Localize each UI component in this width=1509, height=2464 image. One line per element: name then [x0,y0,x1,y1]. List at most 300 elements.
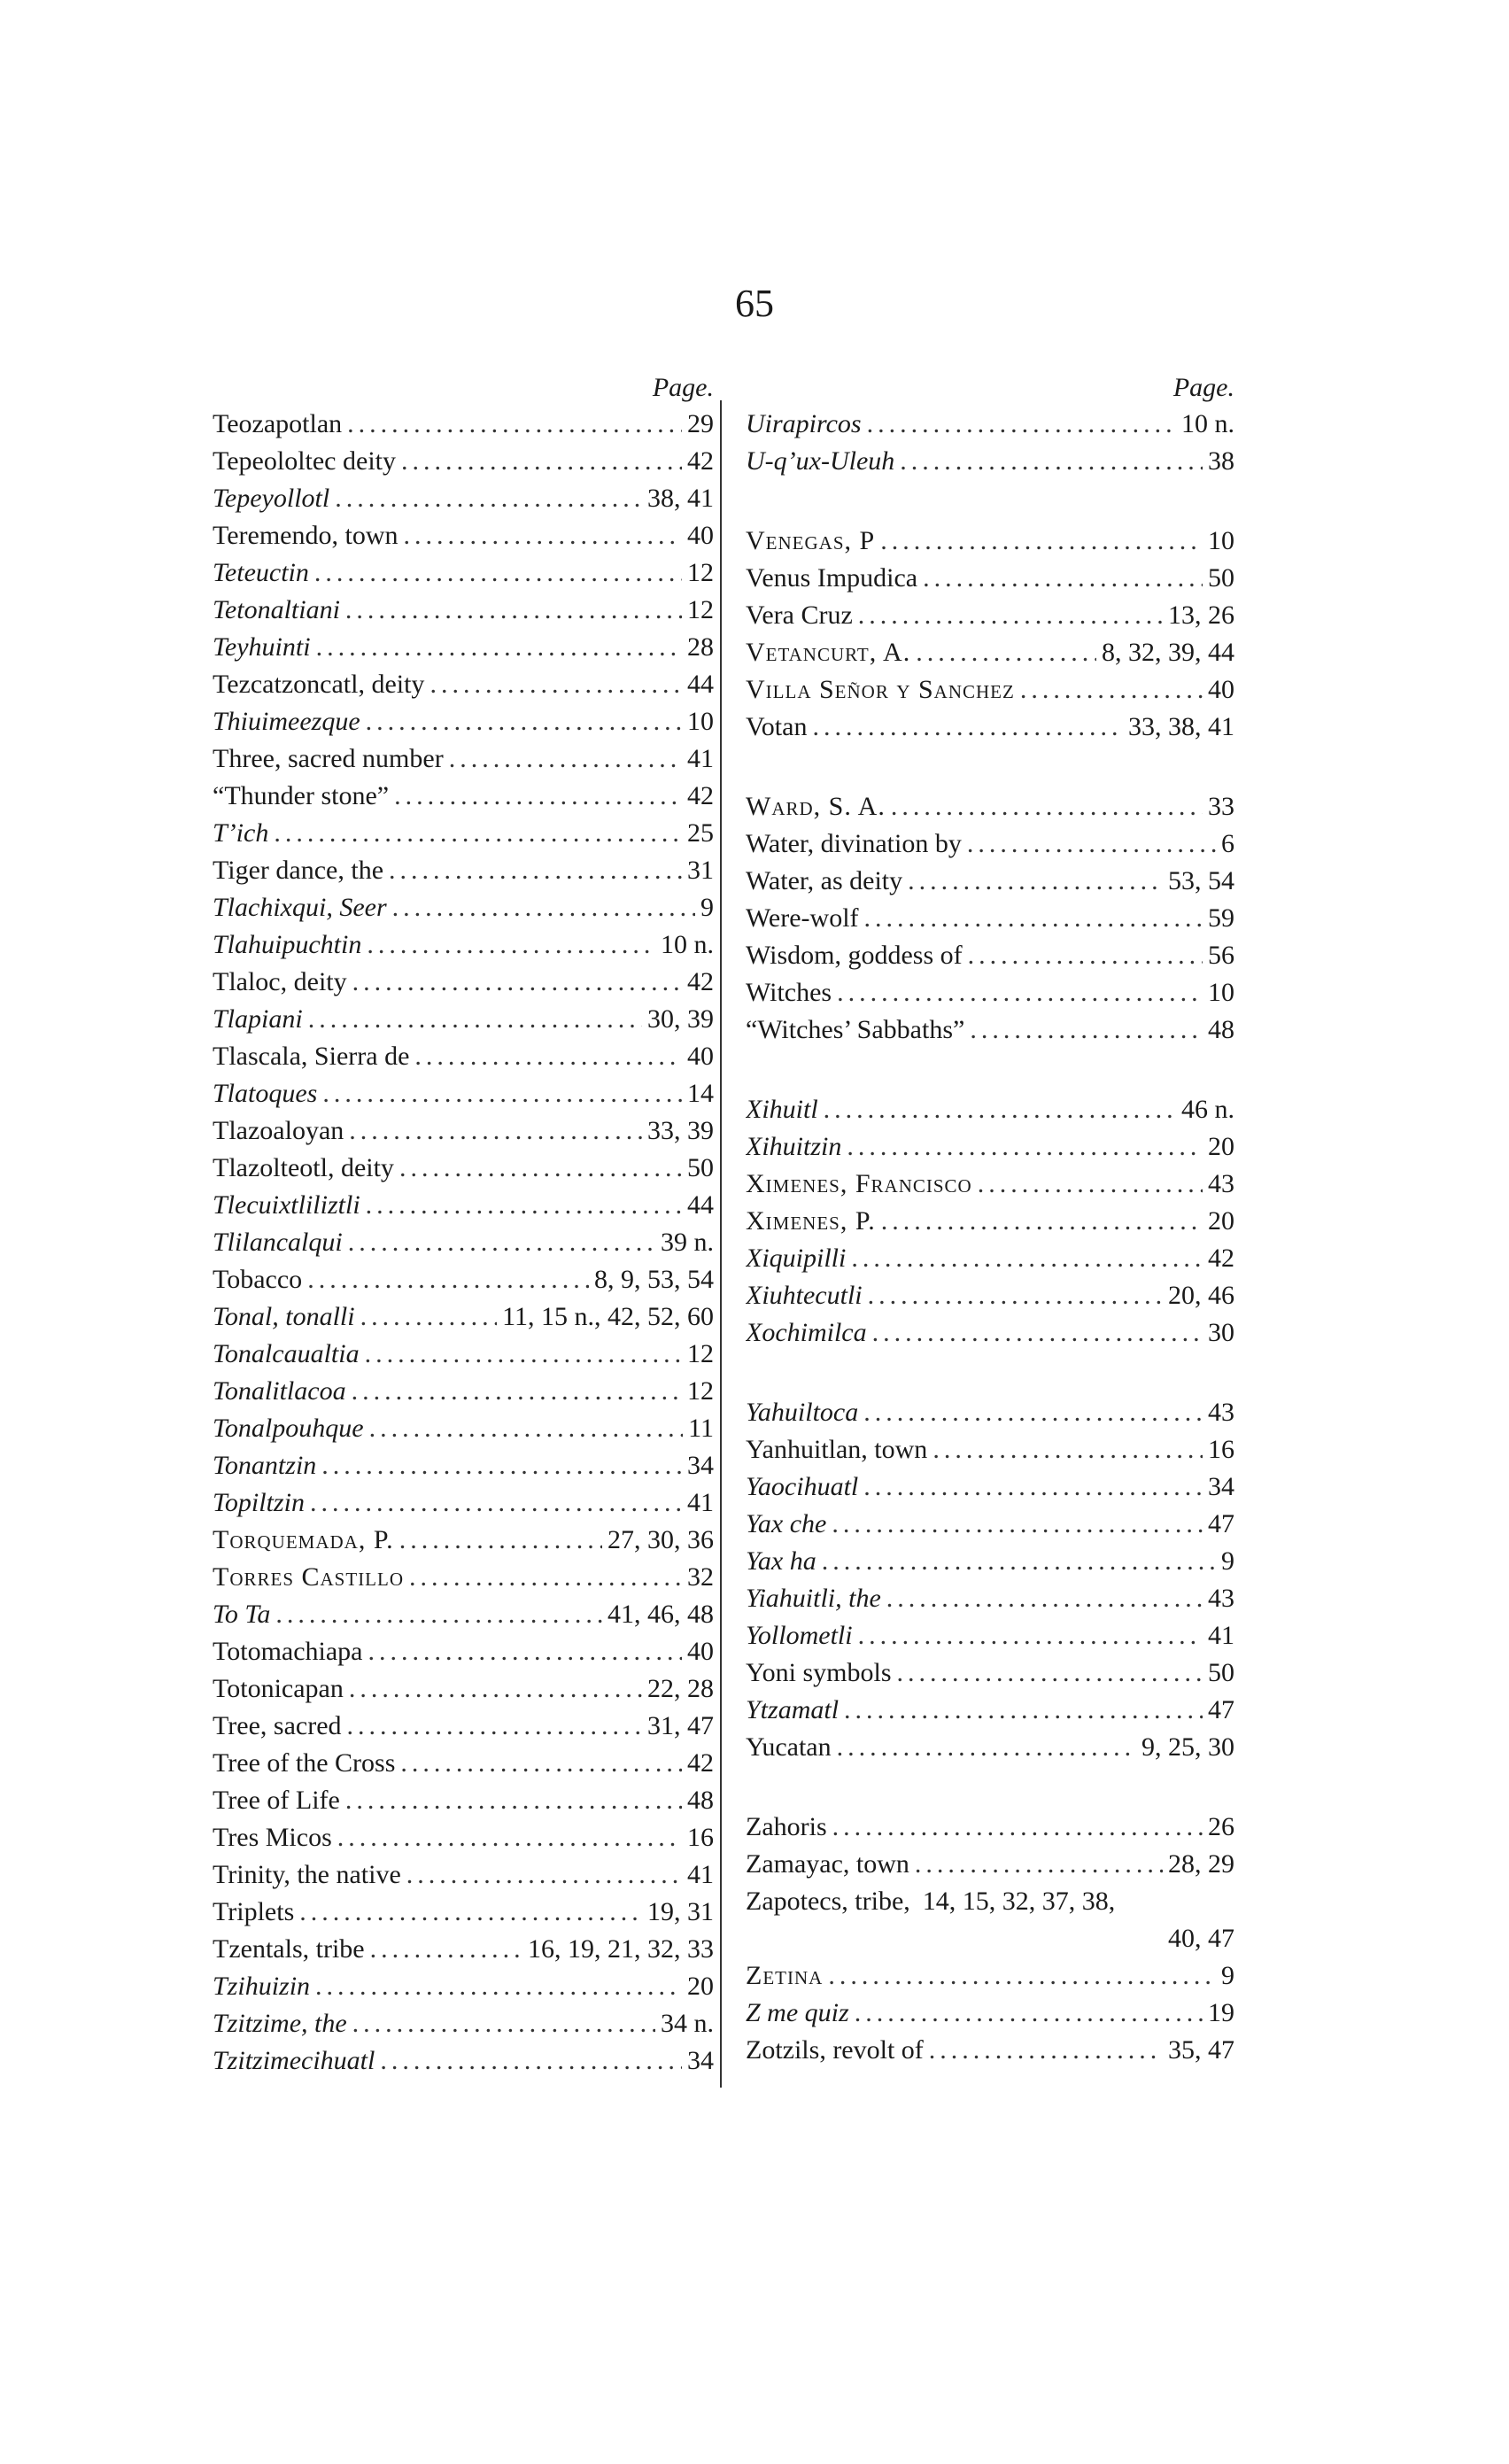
index-entry [213,1261,714,1298]
dot-leader [812,709,1123,746]
entry-pages: 41 [687,744,714,773]
entry-pages: 20 [1208,1206,1234,1236]
entry-term: Venegas, P [746,526,876,555]
index-entry [213,1447,714,1484]
entry-term: Tonalcaualtia [213,1339,360,1368]
index-entry [213,1931,714,1968]
entry-term: Xochimilca [746,1318,867,1347]
dot-leader [307,1261,589,1298]
dot-leader [916,634,1096,671]
dot-leader [824,1091,1176,1128]
dot-leader [399,1150,682,1187]
dot-leader [863,1468,1203,1506]
dot-leader [880,523,1203,560]
entry-term: Tiger dance, the [213,856,384,885]
index-entry [746,560,1234,597]
dot-leader [900,443,1203,480]
index-entry [746,1957,1234,1995]
dot-leader [316,629,682,666]
entry-term: Venus Impudica [746,563,918,593]
index-entry [746,1203,1234,1240]
index-entry [746,825,1234,863]
dot-leader [1020,671,1203,709]
index-entry [213,1298,714,1336]
entry-pages: 14, 15, 32, 37, 38, [922,1887,1116,1916]
dot-leader [337,1819,682,1856]
index-entry [213,443,714,480]
dot-leader [310,1484,682,1522]
index-entry [746,863,1234,900]
dot-leader [414,1038,682,1075]
entry-pages: 41 [1208,1621,1234,1650]
entry-pages: 41 [687,1488,714,1517]
dot-leader [308,1001,642,1038]
entry-list-left [213,406,714,2080]
entry-pages: 13, 26 [1168,601,1234,630]
entry-term: Tlecuixtliliztli [213,1190,360,1220]
entry-term: Ytzamatl [746,1695,840,1724]
entry-pages: 28, 29 [1168,1849,1234,1879]
entry-term: Teteuctin [213,558,309,587]
index-entry [746,443,1234,480]
index-entry [746,2032,1234,2069]
index-entry [213,1559,714,1596]
entry-pages: 50 [687,1153,714,1182]
dot-leader [399,1522,602,1559]
dot-leader [970,1011,1203,1049]
entry-term: Zamayac, town [746,1849,909,1879]
dot-leader [886,1580,1203,1617]
entry-pages: 32 [687,1562,714,1592]
entry-term: Xiuhtecutli [746,1281,863,1310]
dot-leader [349,1112,642,1150]
index-entry [213,964,714,1001]
index-entry [746,1506,1234,1543]
entry-pages: 9 [1221,1546,1234,1576]
index-entry [213,1968,714,2005]
entry-pages: 30 [1208,1318,1234,1347]
index-entry [213,1856,714,1894]
index-entry [746,1394,1234,1431]
dot-leader [392,889,695,926]
entry-term: Votan [746,712,808,741]
dot-leader [352,1373,682,1410]
entry-pages: 19, 31 [647,1897,714,1926]
entry-term: Yax ha [746,1546,816,1576]
dot-leader [968,937,1203,974]
index-entry [213,629,714,666]
entry-term: Tlahuipuchtin [213,930,362,959]
index-entry [213,1782,714,1819]
index-entry [213,1112,714,1150]
index-entry [746,1883,1234,1920]
entry-term: Tlazolteotl, deity [213,1153,394,1182]
entry-term: Tonal, tonalli [213,1302,355,1331]
index-column-left [213,370,714,2080]
entry-term: Tonalpouhque [213,1414,364,1443]
dot-leader [389,852,682,889]
dot-leader [366,703,682,740]
dot-leader [897,1654,1203,1692]
entry-pages: 56 [1208,941,1234,970]
index-entry [213,926,714,964]
entry-term: Yoni symbols [746,1658,892,1687]
entry-term: Tzitzime, the [213,2009,347,2038]
index-entry [746,1166,1234,1203]
entry-pages: 12 [687,1339,714,1368]
dot-leader [347,406,682,443]
index-entry [746,1240,1234,1277]
entry-term: Teozapotlan [213,409,343,438]
entry-pages: 8, 9, 53, 54 [594,1265,714,1294]
entry-pages: 48 [687,1786,714,1815]
entry-pages: 40 [687,521,714,550]
entry-pages: 12 [687,558,714,587]
entry-term: Zetina [746,1961,824,1990]
dot-leader [347,1708,642,1745]
dot-leader [932,1431,1203,1468]
index-entry [213,703,714,740]
entry-pages: 11 [688,1414,714,1443]
index-entry [746,406,1234,443]
entry-pages: 6 [1221,829,1234,858]
dot-leader [891,788,1203,825]
entry-term: Totonicapan [213,1674,344,1703]
entry-term: Tlilancalqui [213,1228,343,1257]
dot-leader [345,1782,682,1819]
dot-leader [847,1128,1203,1166]
entry-term: Yax che [746,1509,827,1538]
dot-leader [367,926,655,964]
entry-term: Yucatan [746,1732,832,1762]
entry-term: Yanhuitlan, town [746,1435,928,1464]
dot-leader [867,406,1176,443]
dot-leader [868,1277,1163,1314]
entry-term: Tlascala, Sierra de [213,1042,410,1071]
dot-leader [369,1410,684,1447]
entry-term: Were-wolf [746,903,859,933]
entry-pages: 31 [687,856,714,885]
index-entry [213,1484,714,1522]
index-entry [746,1011,1234,1049]
dot-leader [349,1670,642,1708]
entry-term: Tlapiani [213,1004,303,1034]
index-entry [213,1373,714,1410]
entry-term: U-q’ux-Uleuh [746,446,895,476]
page-column-header: Page. [1172,373,1234,402]
entry-pages: 22, 28 [647,1674,714,1703]
index-entry [746,1091,1234,1128]
index-entry [746,597,1234,634]
index-entry [746,1580,1234,1617]
entry-term: Tree, sacred [213,1711,342,1740]
entry-pages: 42 [687,446,714,476]
index-entry [213,666,714,703]
entry-pages: 43 [1208,1169,1234,1198]
index-entry [213,480,714,517]
entry-term: Wisdom, goddess of [746,941,963,970]
index-entry [213,592,714,629]
index-entry [746,1431,1234,1468]
entry-term: Tlaloc, deity [213,967,347,996]
entry-pages: 10 n. [1181,409,1234,438]
entry-term: Ximenes, P. [746,1206,876,1236]
dot-leader [832,1506,1203,1543]
dot-leader [858,597,1163,634]
index-entry [213,889,714,926]
entry-term: Yiahuitli, the [746,1584,881,1613]
entry-pages: 19 [1208,1998,1234,2027]
entry-term: Tree of Life [213,1786,340,1815]
entry-term: Tree of the Cross [213,1748,396,1778]
entry-pages: 10 [1208,978,1234,1007]
dot-leader [352,964,682,1001]
index-entry [746,1617,1234,1654]
dot-leader [832,1809,1203,1846]
entry-pages: 42 [687,1748,714,1778]
entry-pages: 41, 46, 48 [607,1600,714,1629]
entry-term: Tlachixqui, Seer [213,893,387,922]
entry-pages: 9 [700,893,714,922]
entry-pages: 59 [1208,903,1234,933]
index-entry [213,1410,714,1447]
entry-pages: 38, 41 [647,484,714,513]
entry-term: Tzitzimecihuatl [213,2046,375,2075]
entry-pages: 16, 19, 21, 32, 33 [528,1934,714,1964]
entry-term: Tzihuizin [213,1972,311,2001]
entry-pages: 50 [1208,1658,1234,1687]
entry-pages: 40 [687,1637,714,1666]
entry-term: Thiuimeezque [213,707,360,736]
index-entry [746,1846,1234,1883]
entry-term: Water, as deity [746,866,903,895]
entry-pages: 40 [1208,675,1234,704]
dot-leader [394,778,682,815]
entry-pages: 43 [1208,1398,1234,1427]
entry-term: Xihuitzin [746,1132,842,1161]
entry-term: Tres Micos [213,1823,332,1852]
index-entry [746,1543,1234,1580]
entry-term: Tetonaltiani [213,595,340,624]
dot-leader [352,2005,655,2042]
index-entry [213,740,714,778]
index-entry [213,1819,714,1856]
entry-term: Yollometli [746,1621,853,1650]
index-entry [213,1075,714,1112]
dot-leader [851,1240,1203,1277]
entry-pages: 11, 15 n., 42, 52, 60 [502,1302,714,1331]
index-entry [213,1522,714,1559]
dot-leader [858,1617,1203,1654]
index-entry [213,554,714,592]
entry-pages: 47 [1208,1695,1234,1724]
entry-pages: 50 [1208,563,1234,593]
entry-pages: 40, 47 [1168,1924,1234,1953]
entry-pages: 20, 46 [1168,1281,1234,1310]
entry-pages: 42 [687,967,714,996]
dot-leader [335,480,642,517]
entry-pages: 10 [687,707,714,736]
index-entry [213,1336,714,1373]
dot-leader [401,443,682,480]
index-entry [746,1654,1234,1692]
dot-leader [380,2042,682,2080]
index-entry [746,634,1234,671]
entry-pages: 20 [1208,1132,1234,1161]
page-column-header: Page. [652,373,714,402]
entry-term: Vetancurt, A. [746,638,911,667]
dot-leader [967,825,1216,863]
entry-term: Ward, S. A. [746,792,886,821]
index-entry [213,1596,714,1633]
entry-pages: 46 n. [1181,1095,1234,1124]
entry-pages: 38 [1208,446,1234,476]
dot-leader [368,1633,683,1670]
entry-pages: 34 [1208,1472,1234,1501]
dot-leader [855,1995,1203,2032]
entry-term: Torres Castillo [213,1562,405,1592]
dot-leader [449,740,682,778]
entry-pages: 34 n. [661,2009,714,2038]
index-entry [746,1920,1234,1957]
dot-leader [915,1846,1163,1883]
entry-term: Tlatoques [213,1079,318,1108]
entry-pages: 42 [1208,1244,1234,1273]
index-entry [213,1001,714,1038]
index-entry [746,1692,1234,1729]
dot-leader [863,1394,1203,1431]
entry-term: Tonantzin [213,1451,317,1480]
entry-pages: 30, 39 [647,1004,714,1034]
entry-pages: 34 [687,1451,714,1480]
dot-leader [366,1187,682,1224]
dot-leader [864,900,1203,937]
index-entry [213,1894,714,1931]
entry-pages: 42 [687,781,714,810]
dot-leader [923,560,1203,597]
dot-leader [406,1856,682,1894]
dot-leader [360,1298,498,1336]
entry-pages: 9 [1221,1961,1234,1990]
entry-pages: 29 [687,409,714,438]
entry-term: Teremendo, town [213,521,399,550]
entry-pages: 33 [1208,792,1234,821]
entry-pages: 53, 54 [1168,866,1234,895]
dot-leader [881,1203,1203,1240]
dot-leader [365,1336,682,1373]
entry-term: Topiltzin [213,1488,305,1517]
index-entry [746,788,1234,825]
entry-pages: 26 [1208,1812,1234,1841]
index-entry [213,778,714,815]
entry-pages: 9, 25, 30 [1141,1732,1234,1762]
index-entry [746,900,1234,937]
entry-term: To Ta [213,1600,271,1629]
entry-term: Yaocihuatl [746,1472,859,1501]
entry-pages: 16 [1208,1435,1234,1464]
entry-term: Tonalitlacoa [213,1376,346,1406]
entry-term: Villa Señor y Sanchez [746,675,1015,704]
dot-leader [315,1968,682,2005]
index-entry [746,1729,1234,1766]
dot-leader [274,815,682,852]
entry-pages: 43 [1208,1584,1234,1613]
entry-pages: 33, 39 [647,1116,714,1145]
index-entry [213,1670,714,1708]
index-entry [213,1187,714,1224]
entry-term: Tlazoaloyan [213,1116,344,1145]
index-entry [746,523,1234,560]
entry-term: Z me quiz [746,1998,849,2027]
entry-term: Water, divination by [746,829,962,858]
entry-term: Xiquipilli [746,1244,847,1273]
entry-pages: 44 [687,670,714,699]
entry-pages: 27, 30, 36 [607,1525,714,1554]
entry-term: Vera Cruz [746,601,853,630]
dot-leader [345,592,682,629]
entry-pages: 20 [687,1972,714,2001]
index-column-right [746,370,1234,2069]
entry-pages: 48 [1208,1015,1234,1044]
index-entry [213,1224,714,1261]
entry-pages: 44 [687,1190,714,1220]
entry-pages: 33, 38, 41 [1128,712,1234,741]
dot-leader [299,1894,642,1931]
dot-leader [400,1745,682,1782]
dot-leader [275,1596,602,1633]
entry-term: Ximenes, Francisco [746,1169,972,1198]
dot-leader [978,1166,1203,1203]
dot-leader [348,1224,655,1261]
index-entry [213,1745,714,1782]
entry-list-right [746,406,1234,2069]
index-entry [746,1314,1234,1352]
index-entry [213,852,714,889]
dot-leader [828,1957,1216,1995]
index-entry [213,406,714,443]
entry-term: Three, sacred number [213,744,444,773]
dot-leader [929,2032,1163,2069]
index-entry [746,937,1234,974]
entry-pages: 12 [687,595,714,624]
entry-term: Zotzils, revolt of [746,2035,924,2065]
entry-term: Witches [746,978,832,1007]
entry-pages: 8, 32, 39, 44 [1102,638,1234,667]
entry-pages: 25 [687,818,714,848]
dot-leader [370,1931,522,1968]
entry-pages: 28 [687,632,714,662]
entry-term: Zapotecs, tribe, [746,1887,910,1916]
page-number: 65 [735,282,774,325]
entry-term: Tepeololtec deity [213,446,396,476]
index-entry [746,1128,1234,1166]
entry-term: Tepeyollotl [213,484,330,513]
entry-term: “Thunder stone” [213,781,390,810]
entry-pages: 10 [1208,526,1234,555]
entry-pages: 16 [687,1823,714,1852]
entry-term: T’ich [213,818,269,848]
index-entry [213,1038,714,1075]
entry-term: Zahoris [746,1812,827,1841]
column-divider [720,400,722,2088]
index-entry [746,709,1234,746]
dot-leader [908,863,1163,900]
dot-leader [837,974,1203,1011]
dot-leader [822,1543,1216,1580]
entry-term: Uirapircos [746,409,862,438]
entry-pages: 10 n. [661,930,714,959]
index-entry [213,1633,714,1670]
